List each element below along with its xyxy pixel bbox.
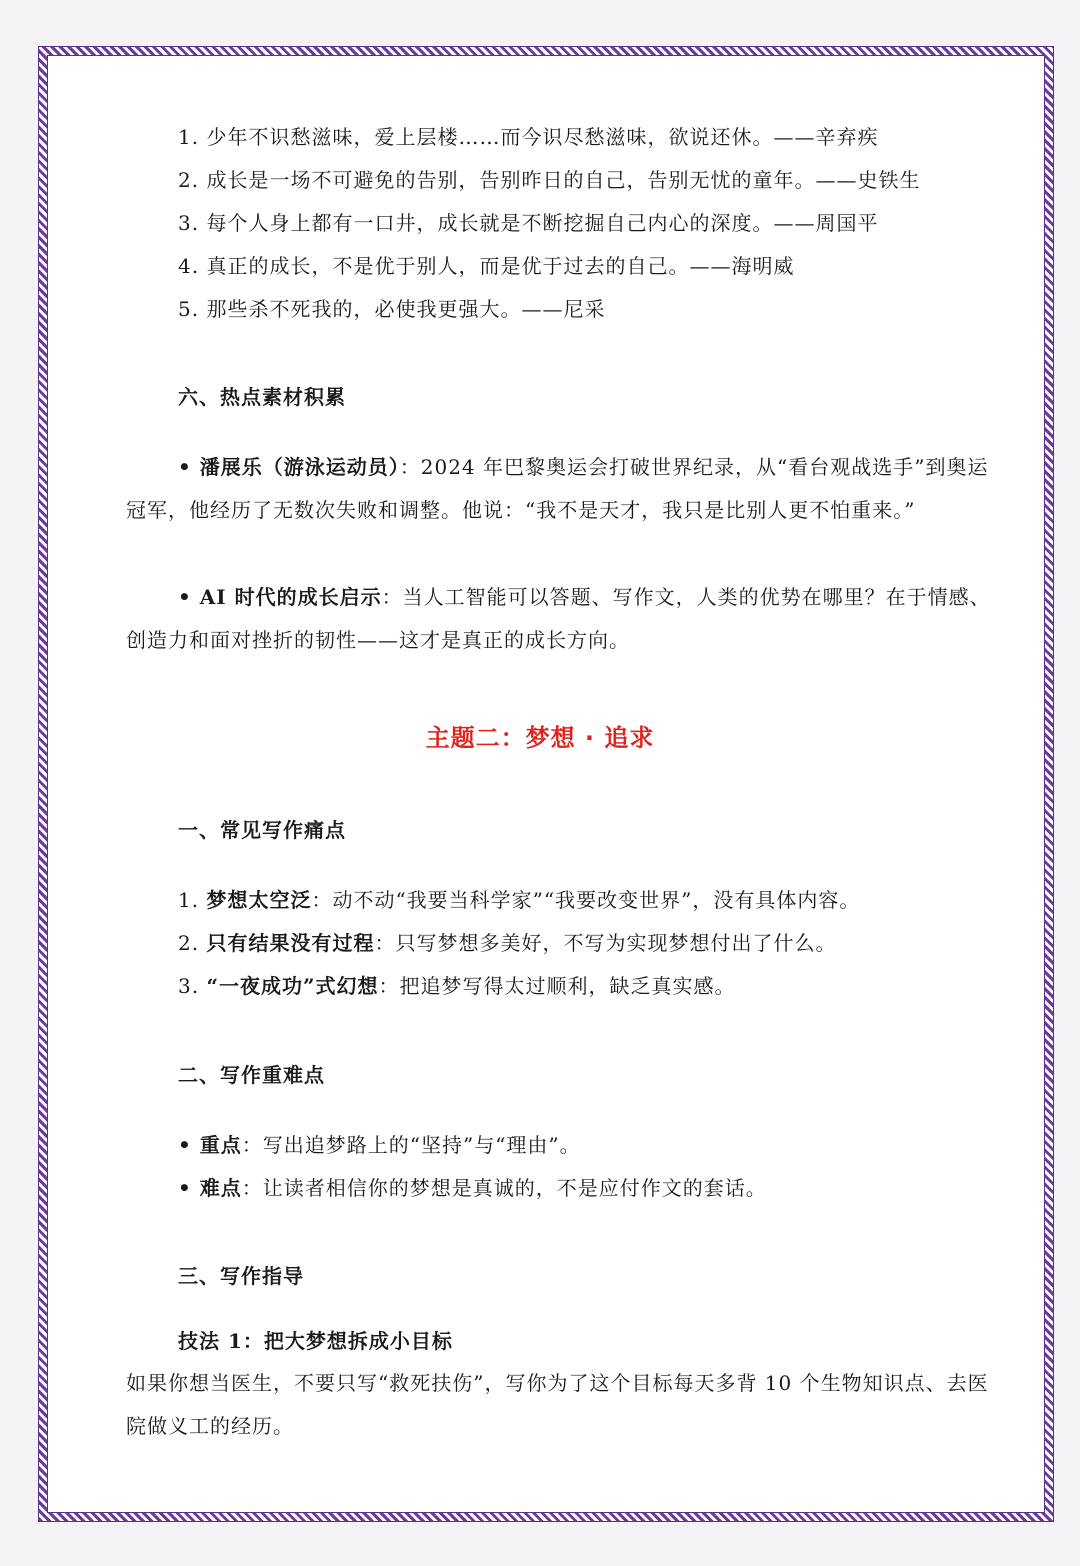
pain-point-item bbox=[178, 885, 860, 915]
quote-item: 3. 每个人身上都有一口井，成长就是不断挖掘自己内心的深度。——周国平 bbox=[178, 211, 879, 235]
item-number: 2. bbox=[178, 931, 207, 955]
material-title: • 潘展乐（游泳运动员） bbox=[178, 455, 400, 479]
technique-title: 技法 1：把大梦想拆成小目标 bbox=[178, 1329, 453, 1353]
theme-title: 主题二：梦想 · 追求 bbox=[425, 724, 655, 752]
material-text: ：2024 年巴黎奥运会打破世界纪录，从“看台观战选手”到奥运冠军，他经历了无数次失败和调整。他说：“我不是天才，我只是比别人更不怕重来。” bbox=[126, 455, 989, 522]
item-text: ：写出追梦路上的“坚持”与“理由”。 bbox=[241, 1133, 581, 1157]
item-title: “一夜成功”式幻想 bbox=[206, 974, 379, 998]
material-paragraph bbox=[126, 446, 1006, 532]
item-title: 只有结果没有过程 bbox=[206, 931, 375, 955]
section-heading: 二、写作重难点 bbox=[178, 1063, 325, 1087]
item-number: 3. bbox=[178, 974, 207, 998]
quote-item: 4. 真正的成长，不是优于别人，而是优于过去的自己。——海明威 bbox=[178, 254, 795, 278]
section-heading: 三、写作指导 bbox=[178, 1264, 304, 1288]
section-heading: 六、热点素材积累 bbox=[178, 385, 346, 409]
key-point-item bbox=[178, 1130, 581, 1160]
item-title: • 重点 bbox=[178, 1133, 242, 1157]
quote-item: 5. 那些杀不死我的，必使我更强大。——尼采 bbox=[178, 297, 606, 321]
material-text: ：当人工智能可以答题、写作文，人类的优势在哪里？在于情感、创造力和面对挫折的韧性——这才是真正的成长方向。 bbox=[126, 585, 991, 652]
quote-item: 2. 成长是一场不可避免的告别，告别昨日的自己，告别无忧的童年。——史铁生 bbox=[178, 168, 921, 192]
item-text: ：把追梦写得太过顺利，缺乏真实感。 bbox=[378, 974, 736, 998]
section-heading: 一、常见写作痛点 bbox=[178, 818, 346, 842]
material-title: • AI 时代的成长启示 bbox=[178, 585, 382, 609]
pain-point-item bbox=[178, 928, 836, 958]
quote-item: 1. 少年不识愁滋味，爱上层楼……而今识尽愁滋味，欲说还休。——辛弃疾 bbox=[178, 125, 879, 149]
item-title: 梦想太空泛 bbox=[206, 888, 312, 912]
item-text: ：动不动“我要当科学家”“我要改变世界”，没有具体内容。 bbox=[311, 888, 861, 912]
item-text: ：只写梦想多美好，不写为实现梦想付出了什么。 bbox=[374, 931, 837, 955]
key-point-item bbox=[178, 1173, 767, 1203]
pain-point-item bbox=[178, 971, 735, 1001]
item-title: • 难点 bbox=[178, 1176, 242, 1200]
technique-text: 如果你想当医生，不要只写“救死扶伤”，写你为了这个目标每天多背 10 个生物知识点、去医院做义工的经历。 bbox=[126, 1371, 989, 1438]
material-paragraph bbox=[126, 576, 1006, 662]
item-text: ：让读者相信你的梦想是真诚的，不是应付作文的套话。 bbox=[241, 1176, 767, 1200]
item-number: 1. bbox=[178, 888, 207, 912]
